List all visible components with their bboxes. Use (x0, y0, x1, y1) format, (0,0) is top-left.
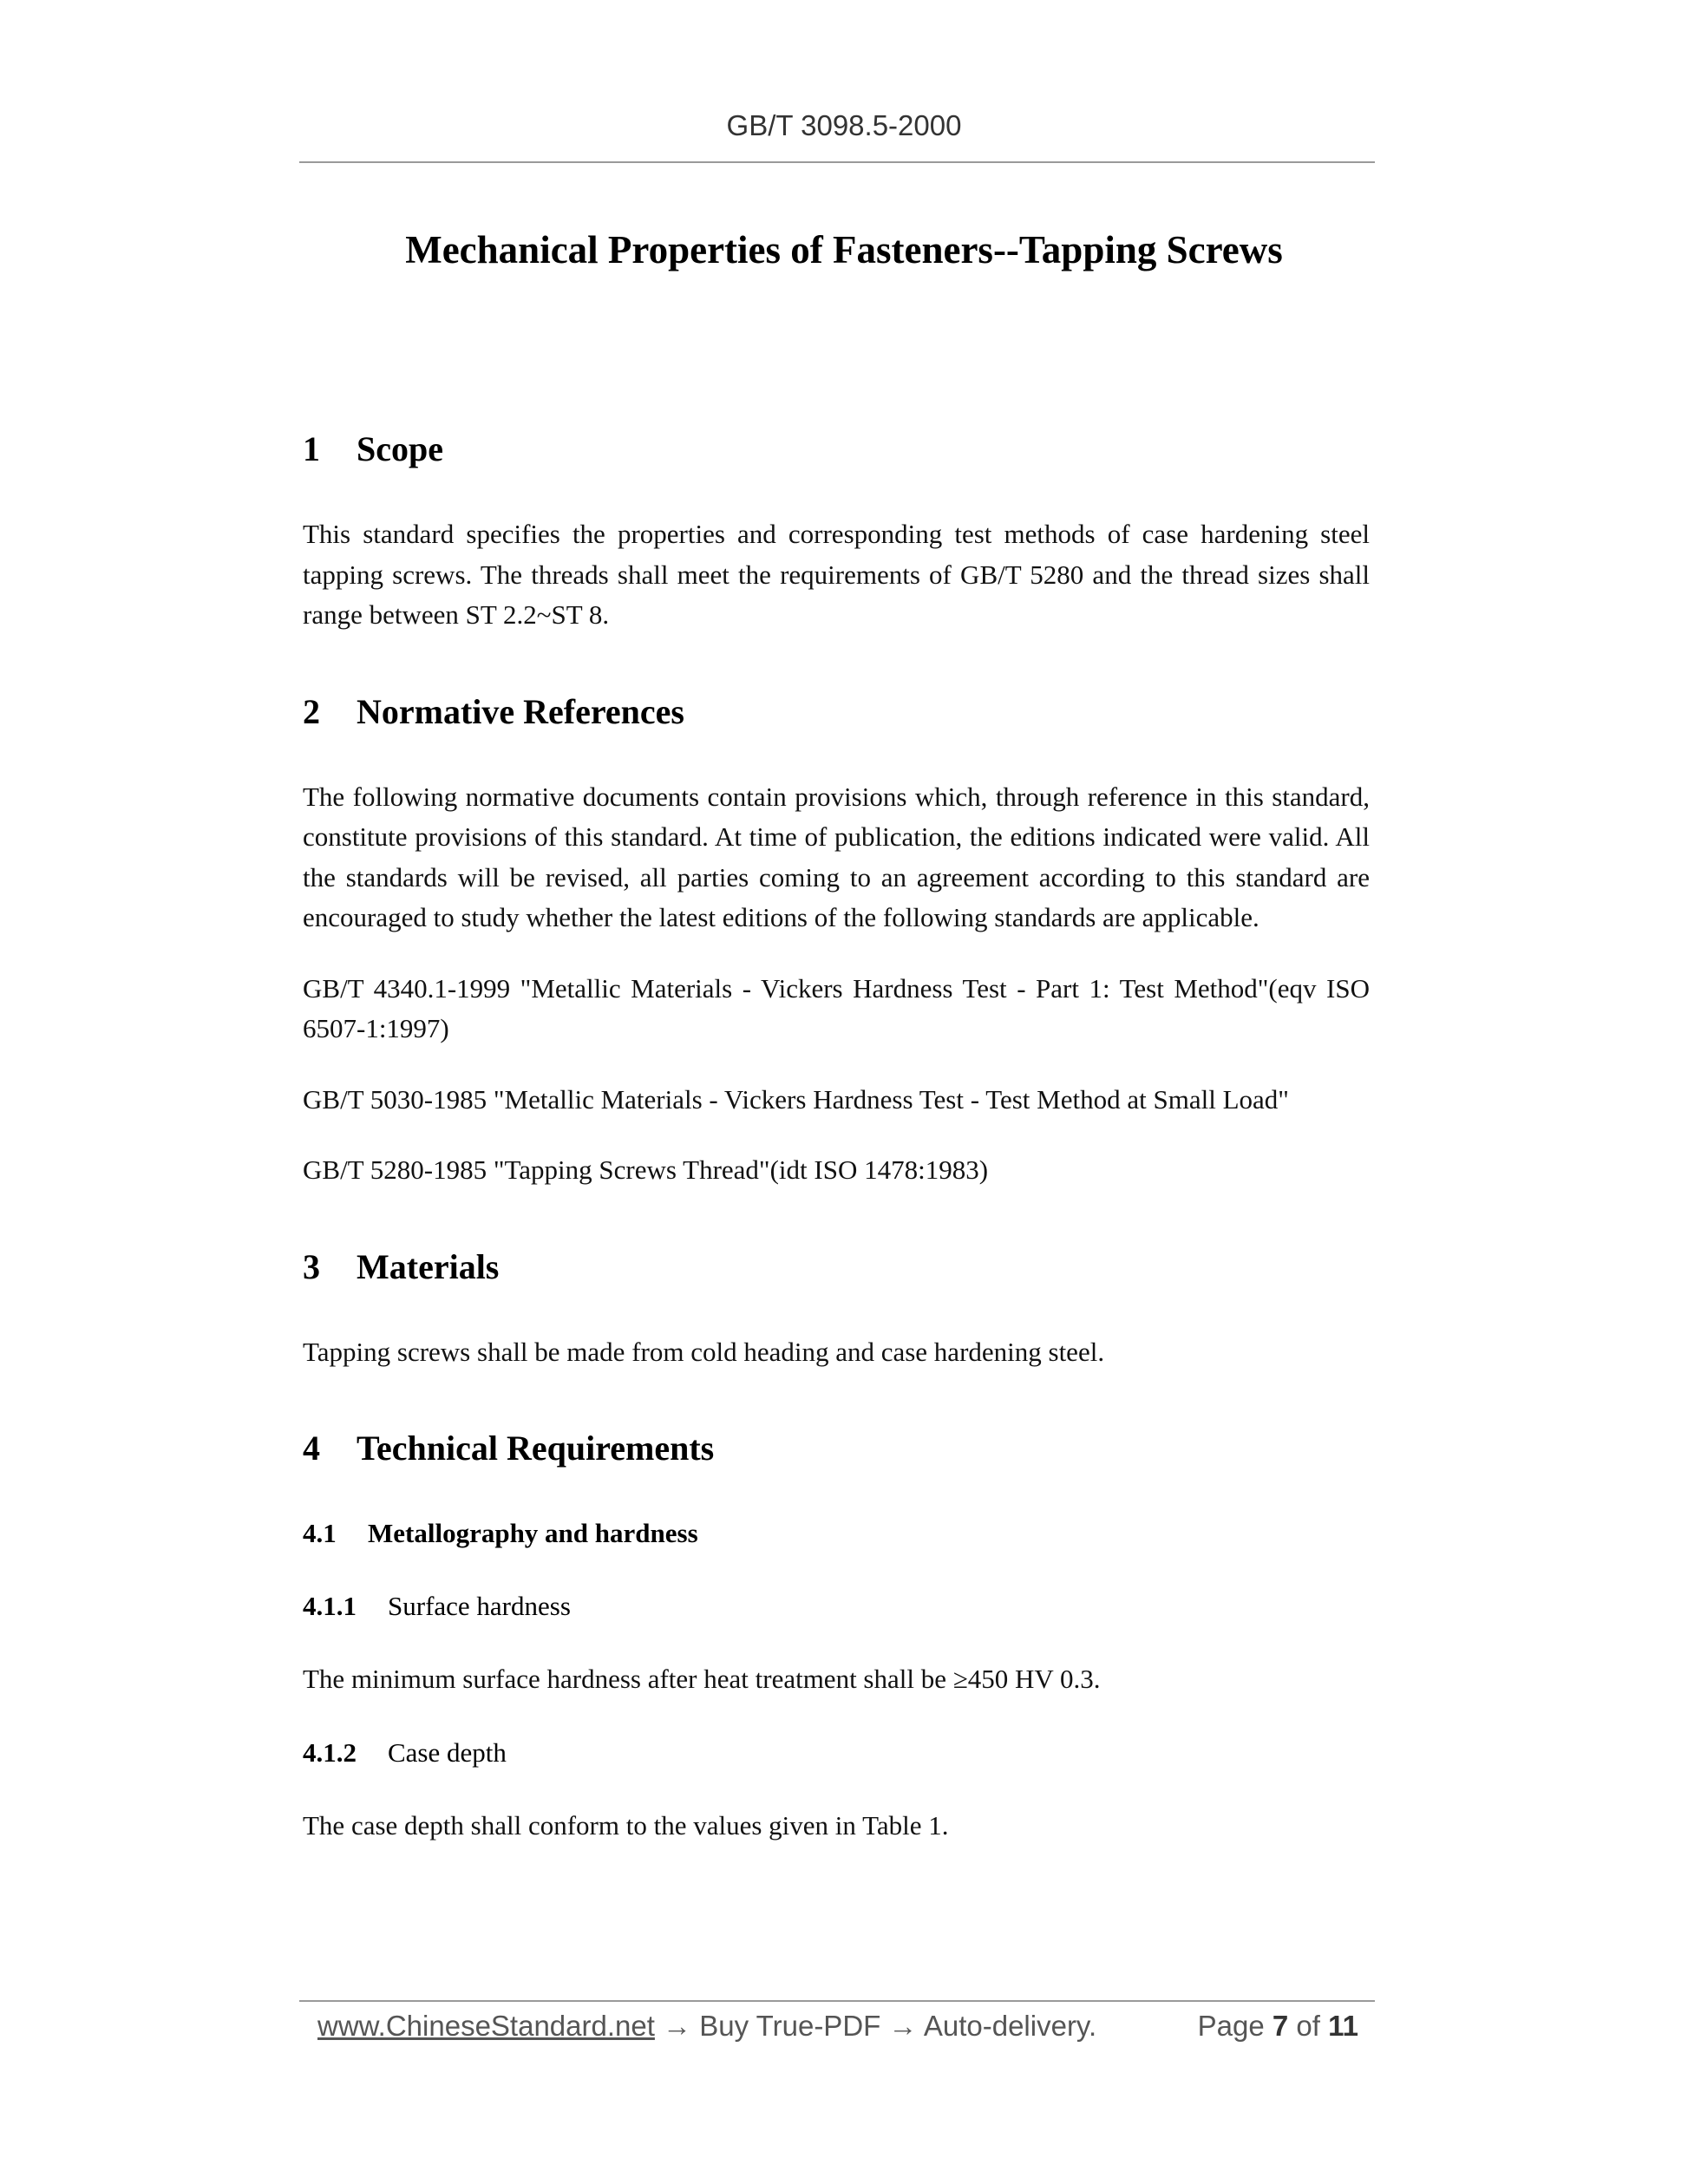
document-body (303, 425, 1370, 1846)
subsection-title: Surface hardness (388, 1591, 571, 1621)
references-paragraph: The following normative documents contain provisions which, through reference in this standard, constitute provisions of this standard. At time of publication, the editions indicated were valid. All the standards will be revised, all parties coming to an agreement according to this standard are encouraged to study whether the latest editions of the following standards are applicable. (303, 781, 1370, 932)
surface-hardness-paragraph: The minimum surface hardness after heat treatment shall be ≥450 HV 0.3. (303, 1664, 1101, 1694)
section-title: Technical Requirements (357, 1429, 715, 1468)
subsection-heading-4-1-1 (303, 1586, 1370, 1626)
arrow-icon: → (888, 2010, 918, 2042)
buy-pdf-text: Buy True-PDF (699, 2010, 881, 2042)
page-indicator (1198, 2005, 1358, 2047)
subsection-heading-4-1-2 (303, 1733, 1370, 1773)
section-number: 2 (303, 691, 320, 731)
footer-divider (299, 2000, 1375, 2002)
subsection-number: 4.1 (303, 1518, 337, 1548)
page-number: 7 (1272, 2010, 1289, 2042)
section-heading-materials (303, 1243, 1370, 1291)
header-divider (299, 161, 1375, 163)
section-heading-technical (303, 1424, 1370, 1473)
section-number: 1 (303, 429, 320, 468)
section-number: 3 (303, 1246, 320, 1286)
reference-item: GB/T 5030-1985 "Metallic Materials - Vickers Hardness Test - Test Method at Small Load" (303, 1083, 1289, 1115)
page-total: 11 (1328, 2010, 1358, 2042)
case-depth-paragraph: The case depth shall conform to the values given in Table 1. (303, 1809, 949, 1841)
section-number: 4 (303, 1429, 320, 1468)
section-title: Materials (357, 1246, 500, 1286)
subsection-title: Case depth (388, 1736, 507, 1768)
materials-paragraph: Tapping screws shall be made from cold heading and case hardening steel. (303, 1336, 1105, 1367)
section-title: Normative References (357, 691, 684, 731)
page-label: Page (1197, 2010, 1265, 2042)
subsection-title: Metallography and hardness (368, 1518, 698, 1548)
subsection-heading-4-1 (303, 1514, 1370, 1553)
subsection-number: 4.1.1 (303, 1591, 357, 1621)
running-header: GB/T 3098.5-2000 (726, 109, 962, 141)
website-link[interactable]: www.ChineseStandard.net (317, 2010, 655, 2042)
section-title: Scope (357, 429, 443, 468)
arrow-icon: → (663, 2010, 692, 2042)
section-heading-references (303, 688, 1370, 736)
reference-item: GB/T 5280-1985 "Tapping Screws Thread"(idt ISO 1478:1983) (303, 1154, 989, 1185)
reference-item: GB/T 4340.1-1999 "Metallic Materials - Vickers Hardness Test - Part 1: Test Method"(eqv ISO 6507-1:1997) (303, 972, 1370, 1043)
delivery-text: Auto-delivery. (923, 2010, 1097, 2042)
document-title: Mechanical Properties of Fasteners--Tapping Screws (405, 228, 1283, 271)
subsection-number: 4.1.2 (303, 1736, 357, 1768)
of-label: of (1296, 2010, 1320, 2042)
section-heading-scope (303, 425, 1370, 474)
page-footer (317, 2005, 1358, 2047)
scope-paragraph: This standard specifies the properties and corresponding test methods of case hardening steel tapping screws. The threads shall meet the requirements of GB/T 5280 and the thread sizes shall range between ST 2.2~ST 8. (303, 519, 1370, 630)
